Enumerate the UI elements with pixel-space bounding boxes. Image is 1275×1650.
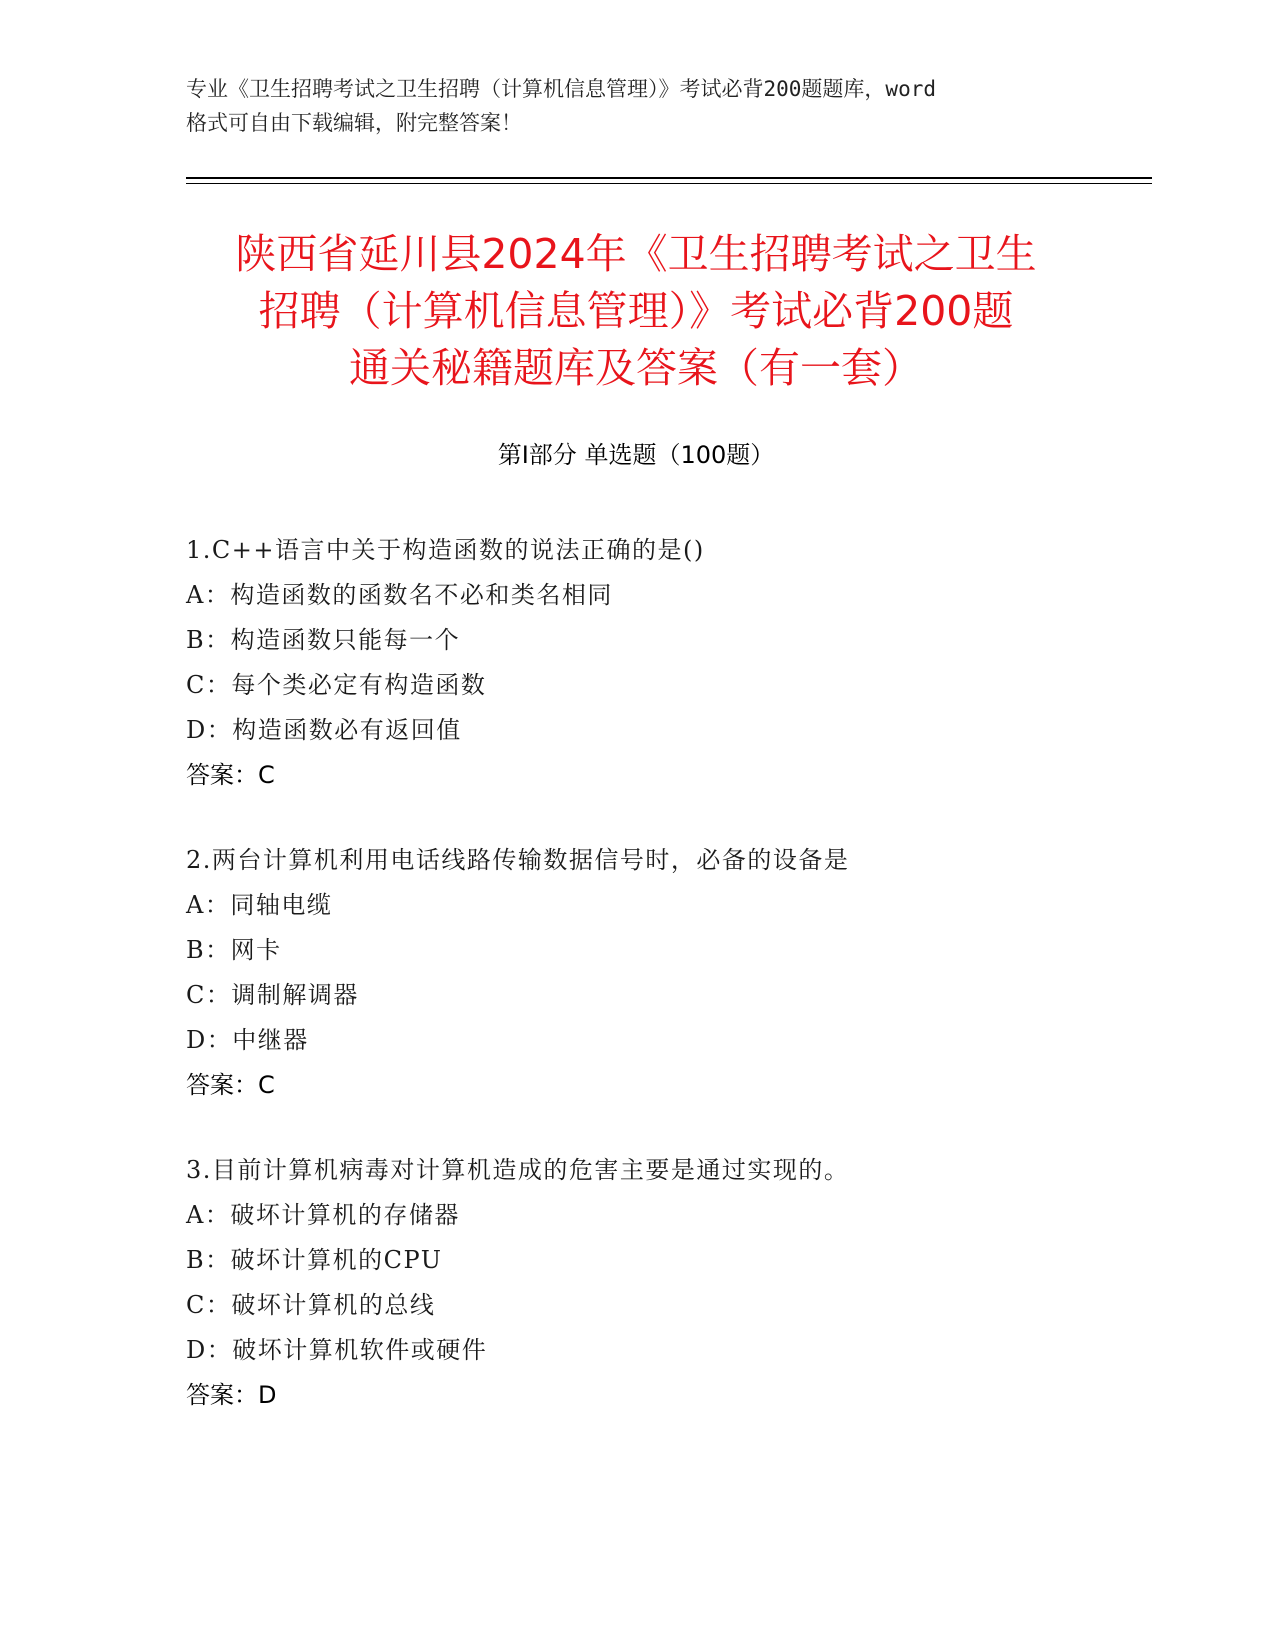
question-2 (186, 838, 1126, 1108)
section-title: 第Ⅰ部分 单选题（100题） (497, 441, 775, 469)
option-a: A：破坏计算机的存储器 (186, 1201, 460, 1229)
answer: 答案：C (186, 761, 275, 789)
option-d: D：破坏计算机软件或硬件 (186, 1336, 488, 1364)
option-b: B：网卡 (186, 936, 282, 964)
option-c: C：破坏计算机的总线 (186, 1291, 436, 1319)
question-stem: 3.目前计算机病毒对计算机造成的危害主要是通过实现的。 (186, 1156, 850, 1184)
title-line-2: 招聘（计算机信息管理）》考试必背200题 (258, 287, 1014, 335)
question-3 (186, 1148, 1126, 1418)
title-line-1: 陕西省延川县2024年《卫生招聘考试之卫生 (235, 230, 1037, 278)
header-note-line-1: 专业《卫生招聘考试之卫生招聘（计算机信息管理）》考试必背200题题库，word (186, 77, 936, 101)
header-divider-thin (186, 183, 1152, 184)
header-divider-thick (186, 177, 1152, 179)
option-d: D：构造函数必有返回值 (186, 716, 462, 744)
header-note (186, 72, 1086, 140)
title-line-3: 通关秘籍题库及答案（有一套） (349, 344, 923, 392)
answer: 答案：D (186, 1381, 277, 1409)
header-note-line-2: 格式可自由下载编辑，附完整答案！ (186, 111, 522, 135)
question-1 (186, 528, 1126, 798)
question-stem: 1.C++语言中关于构造函数的说法正确的是() (186, 536, 705, 564)
answer: 答案：C (186, 1071, 275, 1099)
option-a: A：构造函数的函数名不必和类名相同 (186, 581, 613, 609)
option-c: C：调制解调器 (186, 981, 359, 1009)
document-title (186, 226, 1086, 397)
option-b: B：构造函数只能每一个 (186, 626, 461, 654)
option-b: B：破坏计算机的CPU (186, 1246, 443, 1274)
option-a: A：同轴电缆 (186, 891, 333, 919)
question-list (186, 528, 1126, 1458)
option-c: C：每个类必定有构造函数 (186, 671, 487, 699)
question-stem: 2.两台计算机利用电话线路传输数据信号时，必备的设备是 (186, 846, 850, 874)
option-d: D：中继器 (186, 1026, 309, 1054)
